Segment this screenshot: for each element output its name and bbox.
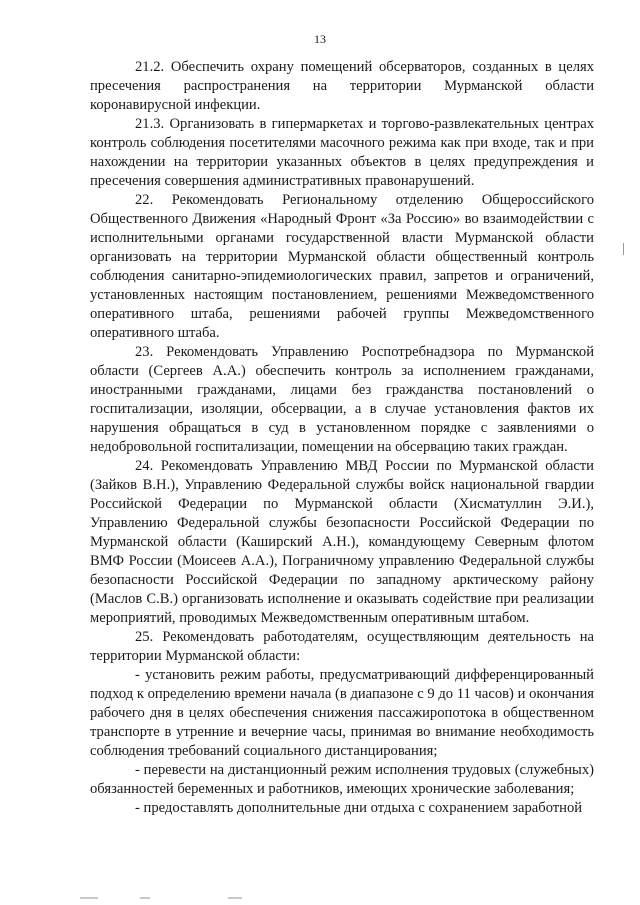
paragraph-21-3: 21.3. Организовать в гипермаркетах и торгово-развлекательных центрах контроль соблюдения посетителями масочного режима как при входе, так и при нахождении на территории указанных объектов в целях предупреждения и пресечения совершения административных правонарушений. xyxy=(90,116,594,189)
paragraph-22: 22. Рекомендовать Региональному отделению Общероссийского Общественного Движения «Народный Фронт «За Россию» во взаимодействии с исполнительными органами государственной власти Мурманской области организовать на территории Мурманской области общественный контроль соблюдения санитарно-эпидемиологических правил, запретов и ограничений, установленных настоящим постановлением, решениями Межведомственного оперативного штаба, решениями рабочей группы Межведомственного оперативного штаба. xyxy=(90,192,594,341)
document-body xyxy=(90,58,594,818)
paragraph-24: 24. Рекомендовать Управлению МВД России по Мурманской области (Зайков В.Н.), Управлению Федеральной службы войск национальной гвардии Российской Федерации по Мурманской области (Хисматуллин Э.И.), Управлению Федеральной службы безопасности Российской Федерации по Мурманской области (Каширский А.Н.), командующему Северным флотом ВМФ России (Моисеев А.А.), Пограничному управлению Федеральной службы безопасности Российской Федерации по западному арктическому району (Маслов С.В.) организовать исполнение и оказывать содействие при реализации мероприятий, проводимых Межведомственным оперативным штабом. xyxy=(90,458,594,626)
paragraph-21-2: 21.2. Обеспечить охрану помещений обсерваторов, созданных в целях пресечения распространения на территории Мурманской области коронавирусной инфекции. xyxy=(90,59,594,113)
paragraph-23: 23. Рекомендовать Управлению Роспотребнадзора по Мурманской области (Сергеев А.А.) обеспечить контроль за исполнением гражданами, иностранными гражданами, лицами без гражданства постановлений о госпитализации, изоляции, обсервации, а в случае установления фактов их нарушения обращаться в суд в установленном порядке с заявлениями о недобровольной госпитализации, помещении на обсервацию таких граждан. xyxy=(90,344,594,455)
bullet-extra-days-off: - предоставлять дополнительные дни отдыха с сохранением заработной xyxy=(135,800,583,816)
page-number: 13 xyxy=(314,32,326,46)
bullet-work-schedule: - установить режим работы, предусматривающий дифференцированный подход к определению времени начала (в диапазоне с 9 до 11 часов) и окончания рабочего дня в целях обеспечения снижения пассажиропотока в общественном транспорте в утренние и вечерние часы, принимая во внимание необходимость соблюдения требований социального дистанцирования; xyxy=(90,667,594,759)
scan-speck xyxy=(228,897,242,899)
bullet-remote-work: - перевести на дистанционный режим исполнения трудовых (служебных) обязанностей беременных и работников, имеющих хронические заболевания; xyxy=(90,762,594,797)
paragraph-25: 25. Рекомендовать работодателям, осуществляющим деятельность на территории Мурманской области: xyxy=(90,629,594,664)
scan-artifact xyxy=(623,243,624,255)
scan-speck xyxy=(80,897,98,899)
scan-speck xyxy=(140,897,150,899)
